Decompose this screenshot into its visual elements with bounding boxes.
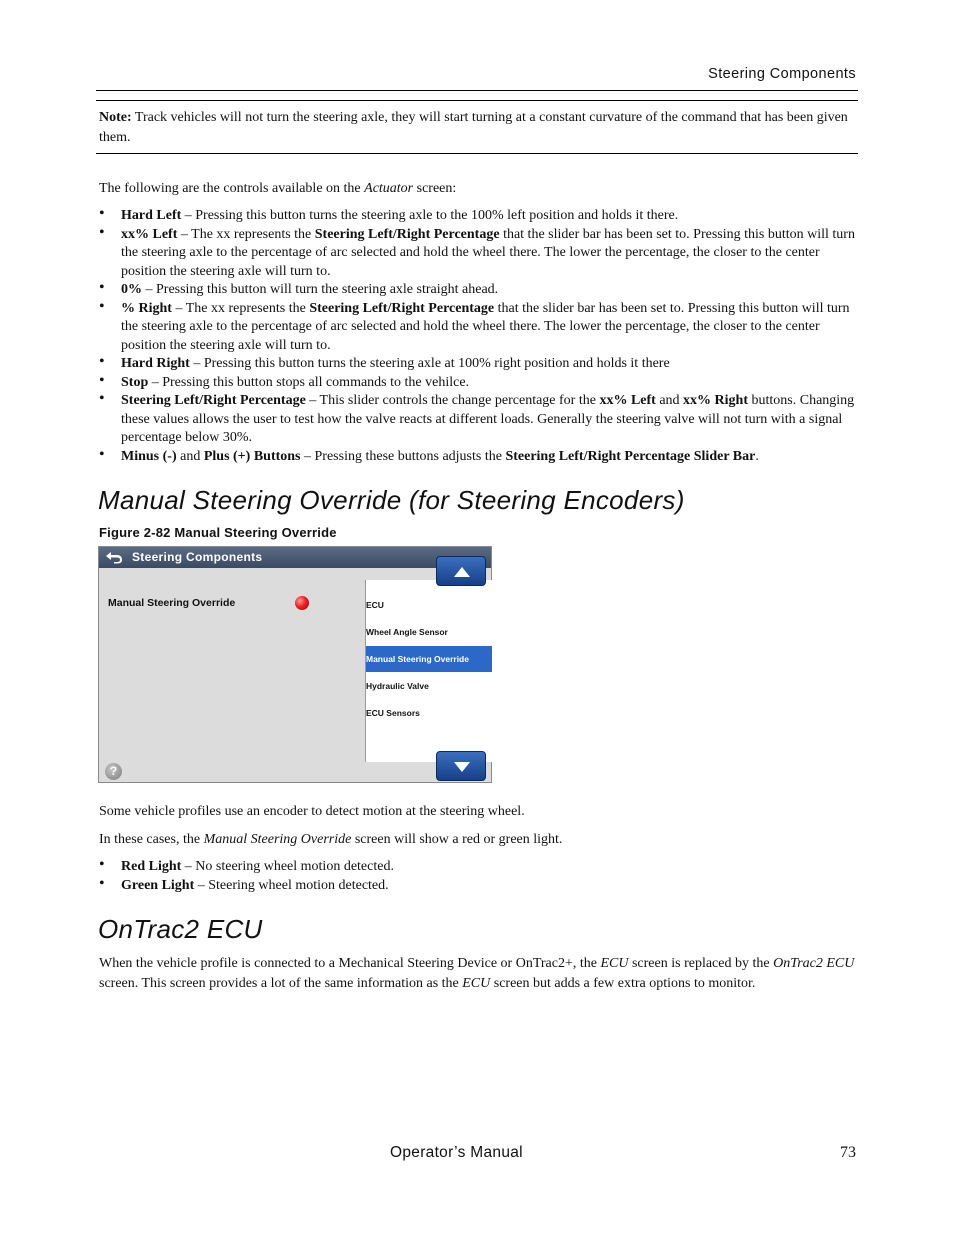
manual-steering-override-label: Manual Steering Override xyxy=(108,597,236,609)
section-heading-ontrac2-ecu: OnTrac2 ECU xyxy=(98,914,263,944)
menu-item-manual-steering-override[interactable]: Manual Steering Override xyxy=(366,646,492,672)
list-item: • Stop – Pressing this button stops all commands to the vehilce. xyxy=(99,371,470,390)
list-item: • xx% Left – The xx represents the Steering Left/Right Percentage that the slider bar has been set to. Pressing this button will turn the steering axle to the percentage of arc selected and hold the wheel there. The lower the percentage, the closer to the center position the steering axle will turn to. xyxy=(99,223,855,279)
encoder-paragraph: Some vehicle profiles use an encoder to detect motion at the steering wheel. xyxy=(99,804,525,819)
list-item: • Hard Right – Pressing this button turns the steering axle at 100% right position and holds it there xyxy=(99,353,670,371)
bullet-icon: • xyxy=(99,390,105,407)
bullet-icon: • xyxy=(99,279,105,296)
note-text: Track vehicles will not turn the steering axle, they will start turning at a constant curvature of the command that has been given them. xyxy=(99,110,848,145)
menu-item-wheel-angle-sensor[interactable]: Wheel Angle Sensor xyxy=(366,627,448,637)
red-light-indicator-icon xyxy=(295,596,309,610)
scroll-down-button[interactable] xyxy=(436,751,486,781)
menu-item-ecu-sensors[interactable]: ECU Sensors xyxy=(366,708,420,718)
bullet-icon: • xyxy=(99,874,105,892)
help-icon[interactable]: ? xyxy=(105,763,122,780)
menu-item-ecu[interactable]: ECU xyxy=(366,600,384,610)
note-box xyxy=(99,108,857,148)
controls-list xyxy=(99,207,857,466)
note-label: Note: xyxy=(99,110,132,125)
note-top-rule xyxy=(96,100,858,101)
menu-item-hydraulic-valve[interactable]: Hydraulic Valve xyxy=(366,681,429,691)
bullet-icon: • xyxy=(99,297,105,315)
manual-steering-override-screenshot xyxy=(98,546,492,783)
list-item: • Minus (-) and Plus (+) Buttons – Pressing these buttons adjusts the Steering Left/Right Percentage Slider Bar. xyxy=(99,445,759,464)
section-heading-manual-steering-override: Manual Steering Override (for Steering Encoders) xyxy=(98,485,685,515)
ontrac2-paragraph: When the vehicle profile is connected to a Mechanical Steering Device or OnTrac2+, the ECU screen is replaced by the OnTrac2 ECU screen. This screen provides a lot of the same information as the ECU screen but adds a few extra options to monitor. xyxy=(99,956,855,991)
red-green-paragraph: In these cases, the Manual Steering Override screen will show a red or green light. xyxy=(99,832,563,847)
bullet-icon: • xyxy=(99,205,105,222)
bullet-icon: • xyxy=(99,371,105,389)
header-rule xyxy=(96,90,858,91)
page-number: 73 xyxy=(840,1144,856,1161)
bullet-icon: • xyxy=(99,445,105,463)
bullet-icon: • xyxy=(99,353,105,370)
screen-title-bar xyxy=(99,547,491,568)
bullet-icon: • xyxy=(99,223,105,241)
intro-paragraph: The following are the controls available on the Actuator screen: xyxy=(99,181,457,196)
list-item: • Steering Left/Right Percentage – This slider controls the change percentage for the xx% Left and xx% Right buttons. Changing these values allows the user to test how the valve reacts at different loads. Generally the steering valve will not turn with a signal percentage below 30%. xyxy=(99,390,855,445)
list-item: • Hard Left – Pressing this button turns the steering axle to the 100% left position and holds it there. xyxy=(99,205,679,223)
screen-title: Steering Components xyxy=(132,550,263,564)
figure-caption: Figure 2-82 Manual Steering Override xyxy=(99,525,337,540)
actuator-screen-ref: Actuator xyxy=(364,181,414,196)
running-header: Steering Components xyxy=(708,66,856,82)
list-item: • Red Light – No steering wheel motion detected. xyxy=(99,856,394,874)
back-arrow-icon[interactable] xyxy=(104,550,124,564)
list-item: • % Right – The xx represents the Steering Left/Right Percentage that the slider bar has been set to. Pressing this button will turn the steering axle to the percentage of arc selected and hold the wheel there. The lower the percentage, the closer to the center position the steering axle will turn to. xyxy=(99,297,850,353)
lights-list xyxy=(99,858,857,895)
screen-nav-menu xyxy=(365,580,492,762)
scroll-up-button[interactable] xyxy=(436,556,486,586)
list-item: • 0% – Pressing this button will turn the steering axle straight ahead. xyxy=(99,279,499,297)
arrow-down-icon xyxy=(454,762,470,772)
list-item: • Green Light – Steering wheel motion detected. xyxy=(99,874,389,893)
bullet-icon: • xyxy=(99,856,105,873)
footer-manual-title: Operator’s Manual xyxy=(390,1144,523,1161)
arrow-up-icon xyxy=(454,567,470,577)
note-bottom-rule xyxy=(96,153,858,154)
